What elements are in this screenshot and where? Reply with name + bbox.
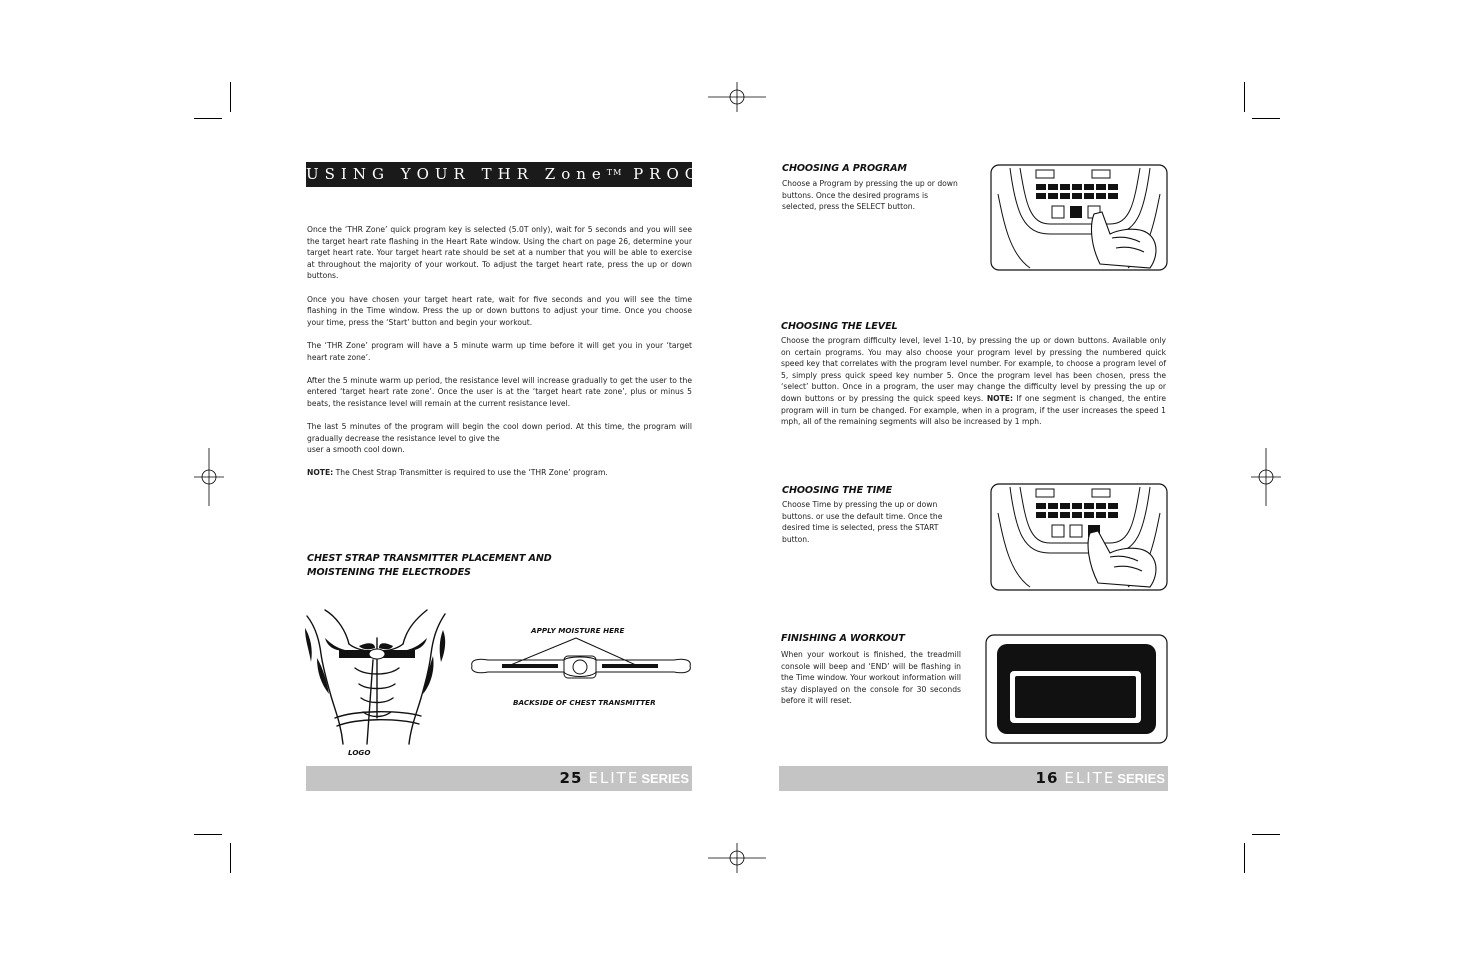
note-label: NOTE: bbox=[307, 468, 334, 478]
footer-series: SERIES bbox=[641, 771, 689, 786]
crop-mark bbox=[1252, 118, 1280, 119]
footer-series: SERIES bbox=[1117, 771, 1165, 786]
paragraph: The last 5 minutes of the program will begin the cool down period. At this time, the program will gradually decrease the resistance level to give the bbox=[307, 422, 692, 443]
crop-mark bbox=[194, 834, 222, 835]
section-text: When your workout is finished, the treadmill console will beep and ‘END’ will be flashing in the Time window. Your workout information will stay displayed on the console for 30 seconds before it will reset. bbox=[781, 650, 961, 706]
console-illustration bbox=[990, 483, 1168, 591]
note-text: The Chest Strap Transmitter is required to use the ‘THR Zone’ program. bbox=[333, 468, 608, 478]
left-footer bbox=[306, 766, 692, 791]
logo-caption: LOGO bbox=[348, 748, 371, 757]
crop-mark bbox=[1244, 843, 1245, 873]
footer-elite: ELITE bbox=[1064, 769, 1116, 787]
level-note-text: If one segment is changed, the entire program will in turn be changed. For example, when in a program, if the user increases the speed 1 mph, all of the remaining segments will also be increased by 1 mph. bbox=[781, 393, 1166, 427]
registration-mark-icon bbox=[194, 448, 224, 506]
registration-mark-icon bbox=[1251, 448, 1281, 506]
title-text: USING YOUR THR Zone bbox=[306, 165, 607, 183]
display-window-illustration bbox=[985, 634, 1168, 744]
section-heading: CHOOSING THE TIME bbox=[782, 485, 893, 496]
footer-elite: ELITE bbox=[588, 769, 640, 787]
page-title bbox=[306, 162, 759, 187]
section-text: Choose a Program by pressing the up or down buttons. Once the desired programs is selected, press the SELECT button. bbox=[782, 179, 958, 212]
level-text: Choose the program difficulty level, level 1-10, by pressing the up or down buttons. Available only on certain programs. You may also choose your program level by pressing the numbered quick speed key that correlates with the program level number. For example, to choose a program level of 5, simply press quick speed key number 5. Once the program level has been chosen, press the ‘select’ button. Once in a program, the user may change the difficulty level by pressing the up or down buttons or by pressing the quick speed keys. bbox=[781, 336, 1166, 403]
section-heading: FINISHING A WORKOUT bbox=[781, 633, 905, 644]
crop-mark bbox=[230, 82, 231, 112]
page-number: 16 bbox=[1035, 769, 1059, 787]
title-text-end: PROGRAM bbox=[633, 165, 759, 183]
paragraph: The ‘THR Zone’ program will have a 5 minute warm up time before it will get you in your ‘target heart rate zone’. bbox=[307, 340, 692, 362]
transmitter-illustration bbox=[468, 636, 692, 688]
crop-mark bbox=[194, 118, 222, 119]
chest-heading bbox=[307, 552, 552, 580]
chest-heading-line: MOISTENING THE ELECTRODES bbox=[307, 567, 471, 578]
console-illustration bbox=[990, 164, 1168, 271]
note bbox=[307, 467, 692, 479]
torso-illustration bbox=[305, 598, 449, 746]
right-footer bbox=[779, 766, 1168, 791]
crop-mark bbox=[230, 843, 231, 873]
page-number: 25 bbox=[559, 769, 583, 787]
trademark-mark: TM bbox=[606, 168, 623, 177]
section-text bbox=[781, 335, 1166, 428]
backside-caption: BACKSIDE OF CHEST TRANSMITTER bbox=[513, 698, 656, 707]
paragraph: After the 5 minute warm up period, the resistance level will increase gradually to get the user to the entered ‘target heart rate zone’. Once the user is at the ‘target heart rate zone’, plus or minus 5 beats, the resistance level will remain at the current resistance level. bbox=[307, 375, 692, 408]
paragraph: user a smooth cool down. bbox=[307, 445, 405, 455]
paragraph: Once you have chosen your target heart rate, wait for five seconds and you will see the time flashing in the Time window. Press the up or down buttons to adjust your time. Once you choose your time, press the ‘Start’ button and begin your workout. bbox=[307, 294, 692, 327]
crop-mark bbox=[1252, 834, 1280, 835]
note-label: NOTE: bbox=[986, 393, 1014, 403]
section-text: Choose Time by pressing the up or down buttons. or use the default time. Once the desired time is selected, press the START button. bbox=[782, 500, 943, 544]
registration-mark-icon bbox=[708, 843, 766, 873]
section-heading: CHOOSING THE LEVEL bbox=[781, 321, 898, 332]
section-heading: CHOOSING A PROGRAM bbox=[782, 163, 907, 174]
apply-moisture-caption: APPLY MOISTURE HERE bbox=[531, 626, 625, 635]
chest-heading-line: CHEST STRAP TRANSMITTER PLACEMENT AND bbox=[307, 553, 552, 564]
paragraph: Once the ‘THR Zone’ quick program key is selected (5.0T only), wait for 5 seconds and you will see the target heart rate flashing in the Heart Rate window. Using the chart on page 26, determine your target heart rate. Your target heart rate should be set at a number that you will be able to exercise at throughout the majority of your workout. To adjust the target heart rate, press the up or down buttons. bbox=[307, 225, 692, 281]
crop-mark bbox=[1244, 82, 1245, 112]
registration-mark-icon bbox=[708, 82, 766, 112]
left-body-text bbox=[307, 224, 692, 479]
